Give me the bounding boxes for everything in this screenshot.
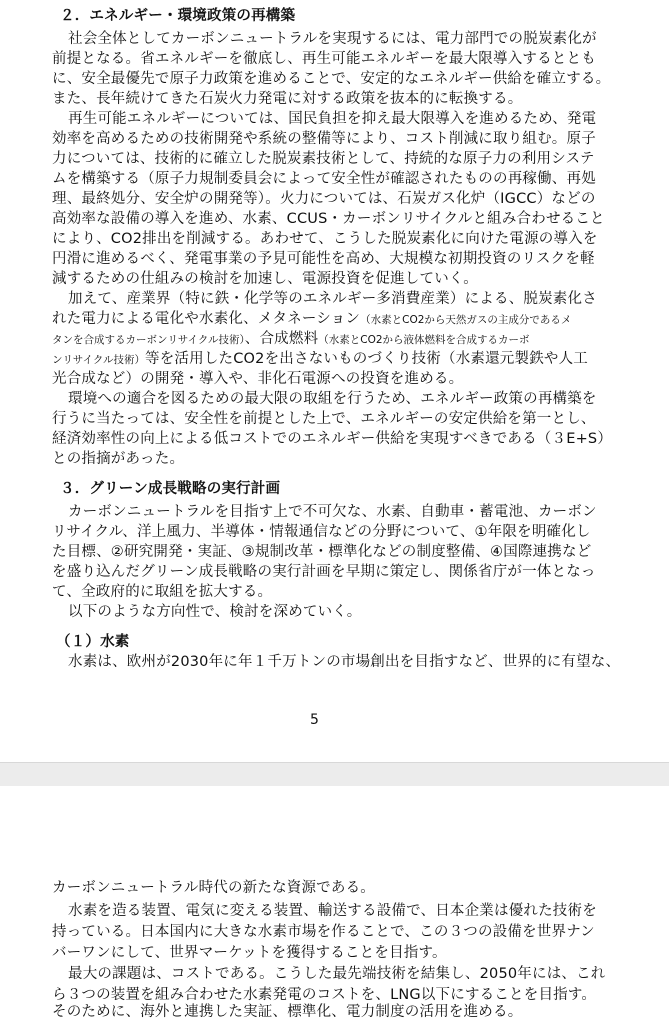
document-page-6 (0, 786, 669, 1024)
subsection-heading-hydrogen: （１）水素 (56, 634, 130, 650)
paragraph-line: 再生可能エネルギーについては、国民負担を抑え最大限導入を進めるため、発電 (68, 111, 597, 127)
paragraph-line: 高効率な設備の導入を進め、水素、CCUS・カーボンリサイクルと組み合わせること (52, 211, 605, 227)
paragraph-line (52, 349, 588, 370)
paragraph-line: 水素を造る装置、電気に変える装置、輸送する設備で、日本企業は優れた技術を (68, 903, 597, 919)
paragraph-line (52, 329, 530, 350)
paragraph-line: 光合成など）の開発・導入や、非化石電源への投資を進める。 (52, 371, 464, 387)
paragraph-line: 理、最終処分、安全炉の開発等）。火力については、石炭ガス化炉（IGCC）などの (52, 191, 596, 207)
paragraph-line: 環境への適合を図るための最大限の取組を行うため、エネルギー政策の再構築を (68, 391, 597, 407)
paragraph-line: 加えて、産業界（特に鉄・化学等のエネルギー多消費産業）による、脱炭素化さ (68, 291, 597, 307)
paragraph-line: カーボンニュートラルを目指す上で不可欠な、水素、自動車・蓄電池、カーボン (68, 504, 597, 520)
paragraph-line: 水素は、欧州が2030年に年１千万トンの市場創出を目指すなど、世界的に有望な、 (68, 654, 621, 670)
paragraph-line: た目標、②研究開発・実証、③規制改革・標準化などの制度整備、④国際連携など (52, 544, 592, 560)
page-number: 5 (310, 712, 319, 728)
paragraph-line: リサイクル、洋上風力、半導体・情報通信などの分野について、①年限を明確化し (52, 524, 591, 540)
paragraph-line: 減するための仕組みの検討を加速し、電源投資を促進していく。 (52, 271, 479, 287)
section-heading-2: ２．エネルギー・環境政策の再構築 (60, 8, 296, 24)
paragraph-line: 効率を高めるための技術開発や系統の整備等により、コスト削減に取り組む。原子 (52, 131, 596, 147)
note-text: （水素とCO2から液体燃料を合成するカーボ (318, 334, 530, 346)
paragraph-line: バーワンにして、世界マーケットを獲得することを目指す。 (52, 945, 447, 961)
text-span: 、合成燃料 (244, 331, 319, 347)
paragraph-line: を盛り込んだグリーン成長戦略の実行計画を早期に策定し、関係省庁が一体となっ (52, 564, 596, 580)
note-text: ンリサイクル技術） (52, 354, 146, 366)
paragraph-line: との指摘があった。 (52, 451, 185, 467)
paragraph-line: に、安全最優先で原子力政策を進めることで、安定的なエネルギー供給を確立する。 (52, 71, 611, 87)
paragraph-line: 以下のような方向性で、検討を深めていく。 (68, 604, 362, 620)
paragraph-line: 社会全体としてカーボンニュートラルを実現するには、電力部門での脱炭素化が (68, 31, 597, 47)
note-text: タンを合成するカーボンリサイクル技術） (52, 334, 245, 346)
paragraph-line: また、長年続けてきた石炭火力発電に対する政策を抜本的に転換する。 (52, 91, 523, 107)
text-span: れた電力による電化や水素化、メタネーション (52, 311, 361, 327)
paragraph-line: 円滑に進めるべく、発電事業の予見可能性を高め、大規模な初期投資のリスクを軽 (52, 251, 595, 267)
paragraph-line: そのために、海外と連携した実証、標準化、電力制度の活用を進める。 (52, 1004, 523, 1020)
paragraph-line: ら３つの装置を組み合わせた水素発電のコストを、LNG以下にすることを目指す。 (52, 987, 597, 1003)
paragraph-line: ムを構築する（原子力規制委員会によって安全性が確認されたものの再稼働、再処 (52, 171, 596, 187)
paragraph-line: 最大の課題は、コストである。こうした最先端技術を結集し、2050年には、これ (68, 966, 606, 982)
section-heading-3: ３．グリーン成長戦略の実行計画 (60, 481, 281, 497)
paragraph-line (52, 309, 571, 330)
paragraph-line: 持っている。日本国内に大きな水素市場を作ることで、この３つの設備を世界ナン (52, 924, 595, 940)
paragraph-line: て、全政府的に取組を拡大する。 (52, 584, 273, 600)
note-text: （水素とCO2から天然ガスの主成分であるメ (360, 314, 572, 326)
page-separator (0, 762, 669, 788)
paragraph-line: により、CO2排出を削減する。あわせて、こうした脱炭素化に向けた電源の導入を (52, 231, 598, 247)
paragraph-line: 行うに当たっては、安全性を前提とした上で、エネルギーの安定供給を第一とし、 (52, 411, 596, 427)
paragraph-line: 経済効率性の向上による低コストでのエネルギー供給を実現すべきである（３E+S） (52, 431, 613, 447)
paragraph-line: 前提となる。省エネルギーを徹底し、再生可能エネルギーを最大限導入するととも (52, 51, 596, 67)
paragraph-line: 力については、技術的に確立した脱炭素技術として、持続的な原子力の利用システ (52, 151, 595, 167)
text-span: 等を活用したCO2を出さないものづくり技術（水素還元製鉄や人工 (145, 351, 588, 367)
paragraph-line: カーボンニュートラル時代の新たな資源である。 (52, 880, 375, 896)
